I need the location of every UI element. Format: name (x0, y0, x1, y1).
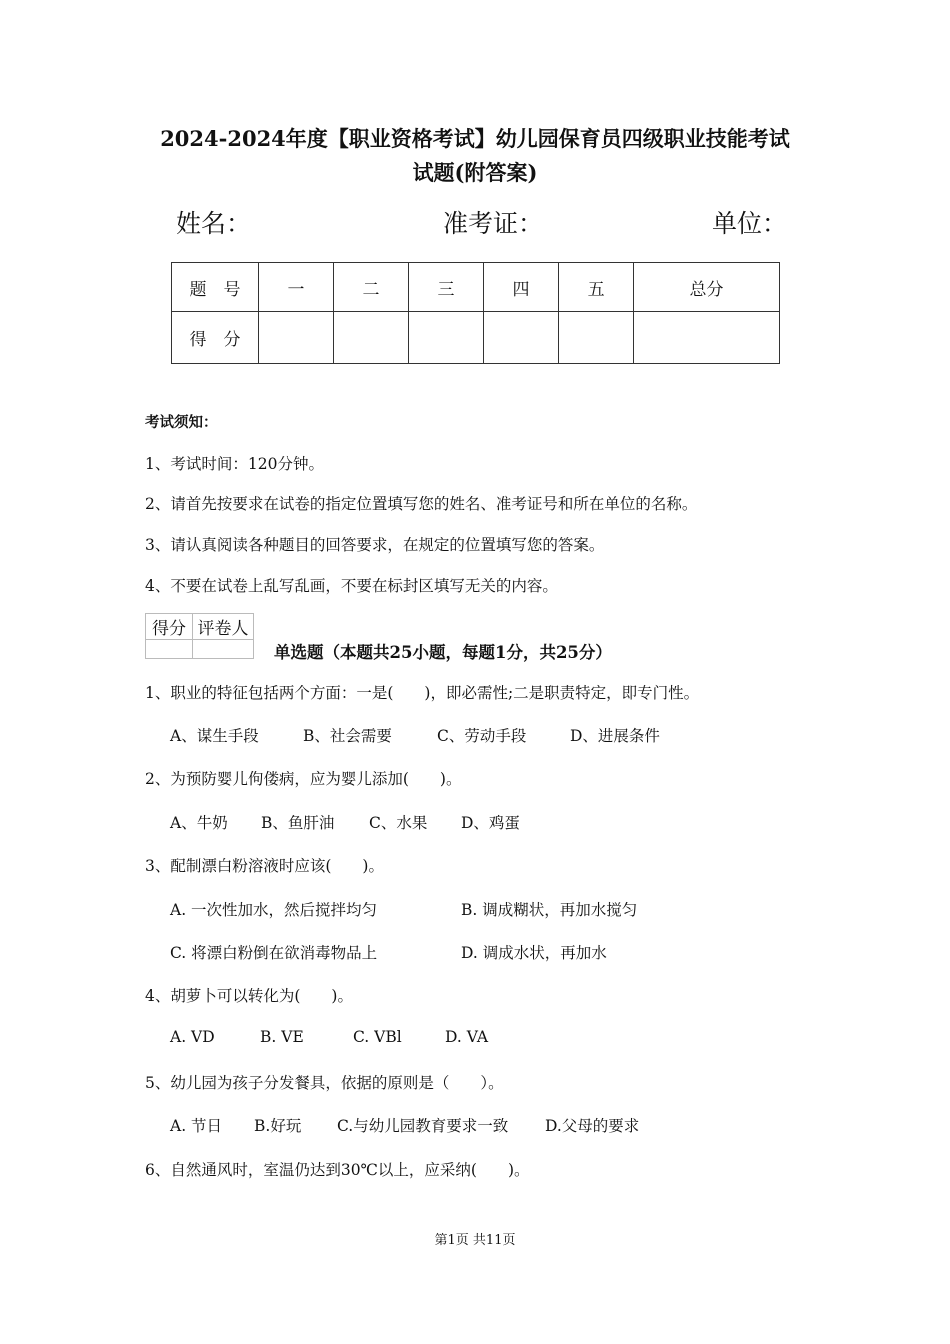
question-stem: 5、幼儿园为孩子分发餐具，依据的原则是（ ）。 (145, 1074, 504, 1092)
score-cell (484, 312, 559, 364)
notice-heading: 考试须知： (145, 414, 218, 431)
score-row-label: 得 分 (172, 312, 259, 364)
question-option: A. 节日 (170, 1117, 223, 1135)
question-option: B. VE (260, 1028, 304, 1046)
notice-item: 4、不要在试卷上乱写乱画，不要在标封区填写无关的内容。 (145, 577, 558, 595)
question-option: D. VA (445, 1028, 489, 1046)
question-option: A. 一次性加水，然后搅拌均匀 (170, 901, 378, 919)
question-option: C、劳动手段 (437, 727, 527, 745)
score-cell (409, 312, 484, 364)
name-label: 姓名： (176, 209, 252, 238)
document-title-line2: 试题(附答案) (412, 160, 538, 185)
grader-label: 评卷人 (193, 614, 254, 640)
question-option: C. 将漂白粉倒在欲消毒物品上 (170, 944, 378, 962)
question-option: A. VD (170, 1028, 215, 1046)
question-option: D. 调成水状，再加水 (461, 944, 607, 962)
notice-item: 2、请首先按要求在试卷的指定位置填写您的姓名、准考证号和所在单位的名称。 (145, 495, 698, 513)
score-header-cell: 题 号 (172, 263, 259, 312)
question-option: A、谋生手段 (170, 727, 259, 745)
question-stem: 1、职业的特征包括两个方面：一是( )，即必需性;二是职责特定，即专门性。 (145, 684, 700, 702)
section-title: 单选题（本题共25小题，每题1分，共25分） (274, 643, 612, 662)
grader-score-cell (146, 640, 193, 659)
score-cell (559, 312, 634, 364)
score-cell (334, 312, 409, 364)
question-stem: 3、配制漂白粉溶液时应该( )。 (145, 857, 384, 875)
score-header-cell: 三 (409, 263, 484, 312)
question-option: B. 调成糊状，再加水搅匀 (461, 901, 638, 919)
score-cell (634, 312, 780, 364)
score-cell (259, 312, 334, 364)
score-header-cell: 四 (484, 263, 559, 312)
question-option: C. VBl (353, 1028, 402, 1046)
grader-table (145, 613, 254, 659)
grader-score-label: 得分 (146, 614, 193, 640)
question-option: C、水果 (369, 814, 428, 832)
question-stem: 4、胡萝卜可以转化为( )。 (145, 987, 353, 1005)
question-option: D、鸡蛋 (461, 814, 520, 832)
score-header-cell: 五 (559, 263, 634, 312)
question-option: D.父母的要求 (545, 1117, 640, 1135)
question-option: B、鱼肝油 (261, 814, 335, 832)
score-header-cell: 二 (334, 263, 409, 312)
score-table (171, 262, 780, 364)
question-option: B.好玩 (254, 1117, 302, 1135)
notice-item: 1、考试时间：120分钟。 (145, 455, 324, 473)
document-title-line1: 2024-2024年度【职业资格考试】幼儿园保育员四级职业技能考试 (160, 126, 790, 151)
question-option: B、社会需要 (303, 727, 392, 745)
question-option: D、进展条件 (570, 727, 660, 745)
question-option: C.与幼儿园教育要求一致 (337, 1117, 509, 1135)
question-stem: 6、自然通风时，室温仍达到30℃以上，应采纳( )。 (145, 1161, 530, 1179)
question-option: A、牛奶 (170, 814, 228, 832)
notice-item: 3、请认真阅读各种题目的回答要求，在规定的位置填写您的答案。 (145, 536, 605, 554)
score-header-cell: 一 (259, 263, 334, 312)
question-stem: 2、为预防婴儿佝偻病，应为婴儿添加( )。 (145, 770, 462, 788)
exam-id-label: 准考证： (443, 209, 544, 238)
grader-name-cell (193, 640, 254, 659)
score-header-cell: 总分 (634, 263, 780, 312)
unit-label: 单位： (712, 209, 788, 238)
page-footer: 第1页 共11页 (434, 1233, 516, 1248)
